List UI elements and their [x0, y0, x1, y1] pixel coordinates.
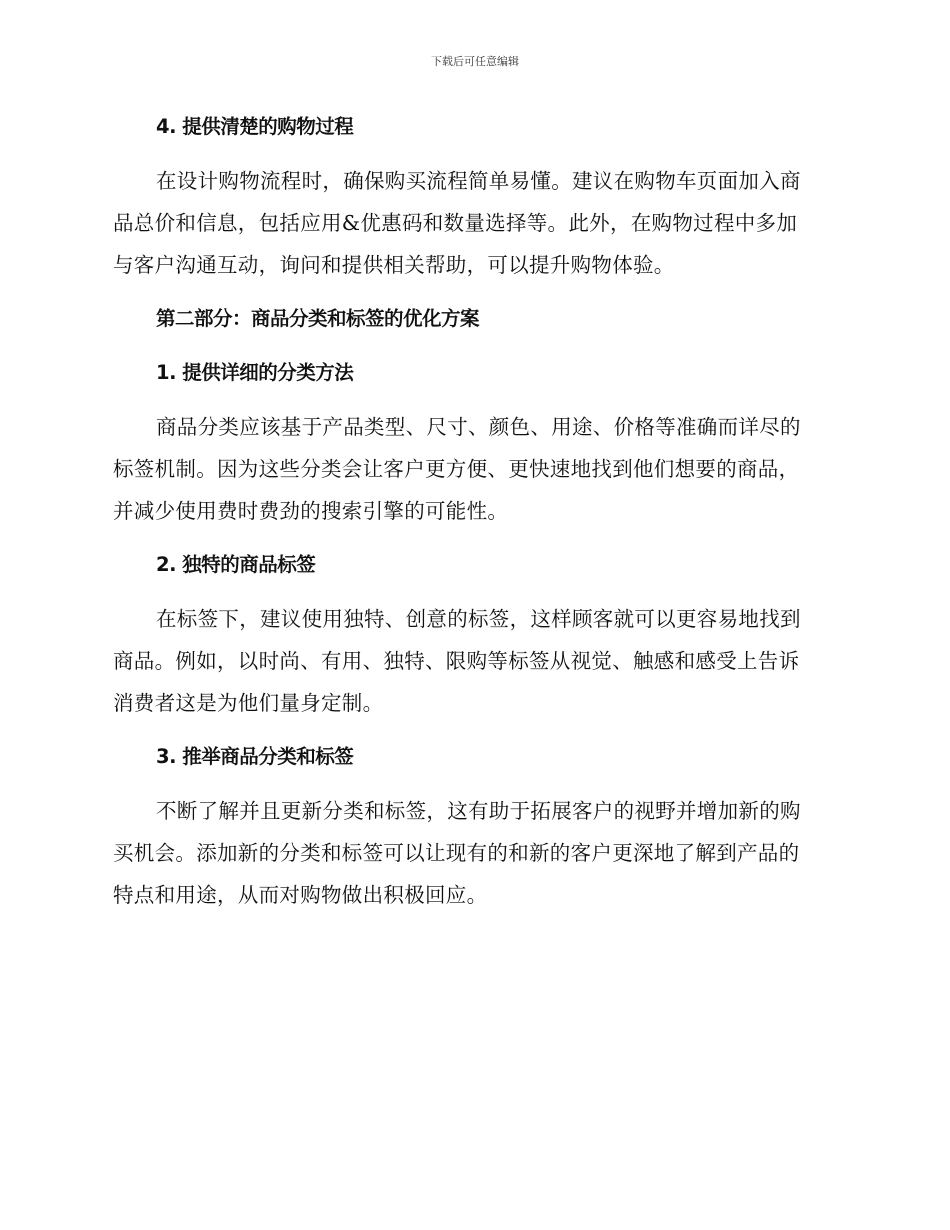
paragraph-line: 特点和用途，从而对购物做出积极回应。 [113, 883, 488, 907]
document-body [113, 106, 833, 928]
paragraph [113, 160, 833, 286]
paragraph-line: 商品分类应该基于产品类型、尺寸、颜色、用途、价格等准确而详尽的 [156, 415, 801, 439]
section-heading: 3. 推举商品分类和标签 [156, 745, 354, 768]
paragraph-line: 标签机制。因为这些分类会让客户更方便、更快速地找到他们想要的商品， [113, 457, 800, 481]
paragraph-line: 不断了解并且更新分类和标签，这有助于拓展客户的视野并增加新的购 [156, 799, 801, 823]
page-header: 下载后可任意编辑 [431, 55, 519, 68]
paragraph-line: 与客户沟通互动，询问和提供相关帮助，可以提升购物体验。 [113, 253, 675, 277]
paragraph [113, 406, 833, 532]
paragraph-line: 在设计购物流程时，确保购买流程简单易懂。建议在购物车页面加入商 [156, 169, 801, 193]
paragraph-line: 买机会。添加新的分类和标签可以让现有的和新的客户更深地了解到产品的 [113, 841, 800, 865]
paragraph-line: 并减少使用费时费劲的搜索引擎的可能性。 [113, 499, 509, 523]
paragraph-line: 在标签下，建议使用独特、创意的标签，这样顾客就可以更容易地找到 [156, 607, 801, 631]
paragraph-line: 消费者这是为他们量身定制。 [113, 691, 384, 715]
section-heading: 4. 提供清楚的购物过程 [156, 115, 354, 138]
paragraph [113, 790, 833, 916]
section-heading: 1. 提供详细的分类方法 [156, 361, 354, 384]
paragraph-line: 品总价和信息，包括应用&优惠码和数量选择等。此外，在购物过程中多加 [113, 211, 798, 235]
paragraph-line: 商品。例如，以时尚、有用、独特、限购等标签从视觉、触感和感受上告诉 [113, 649, 800, 673]
section-heading: 2. 独特的商品标签 [156, 553, 316, 576]
part-heading: 第二部分：商品分类和标签的优化方案 [156, 307, 480, 330]
paragraph [113, 598, 833, 724]
